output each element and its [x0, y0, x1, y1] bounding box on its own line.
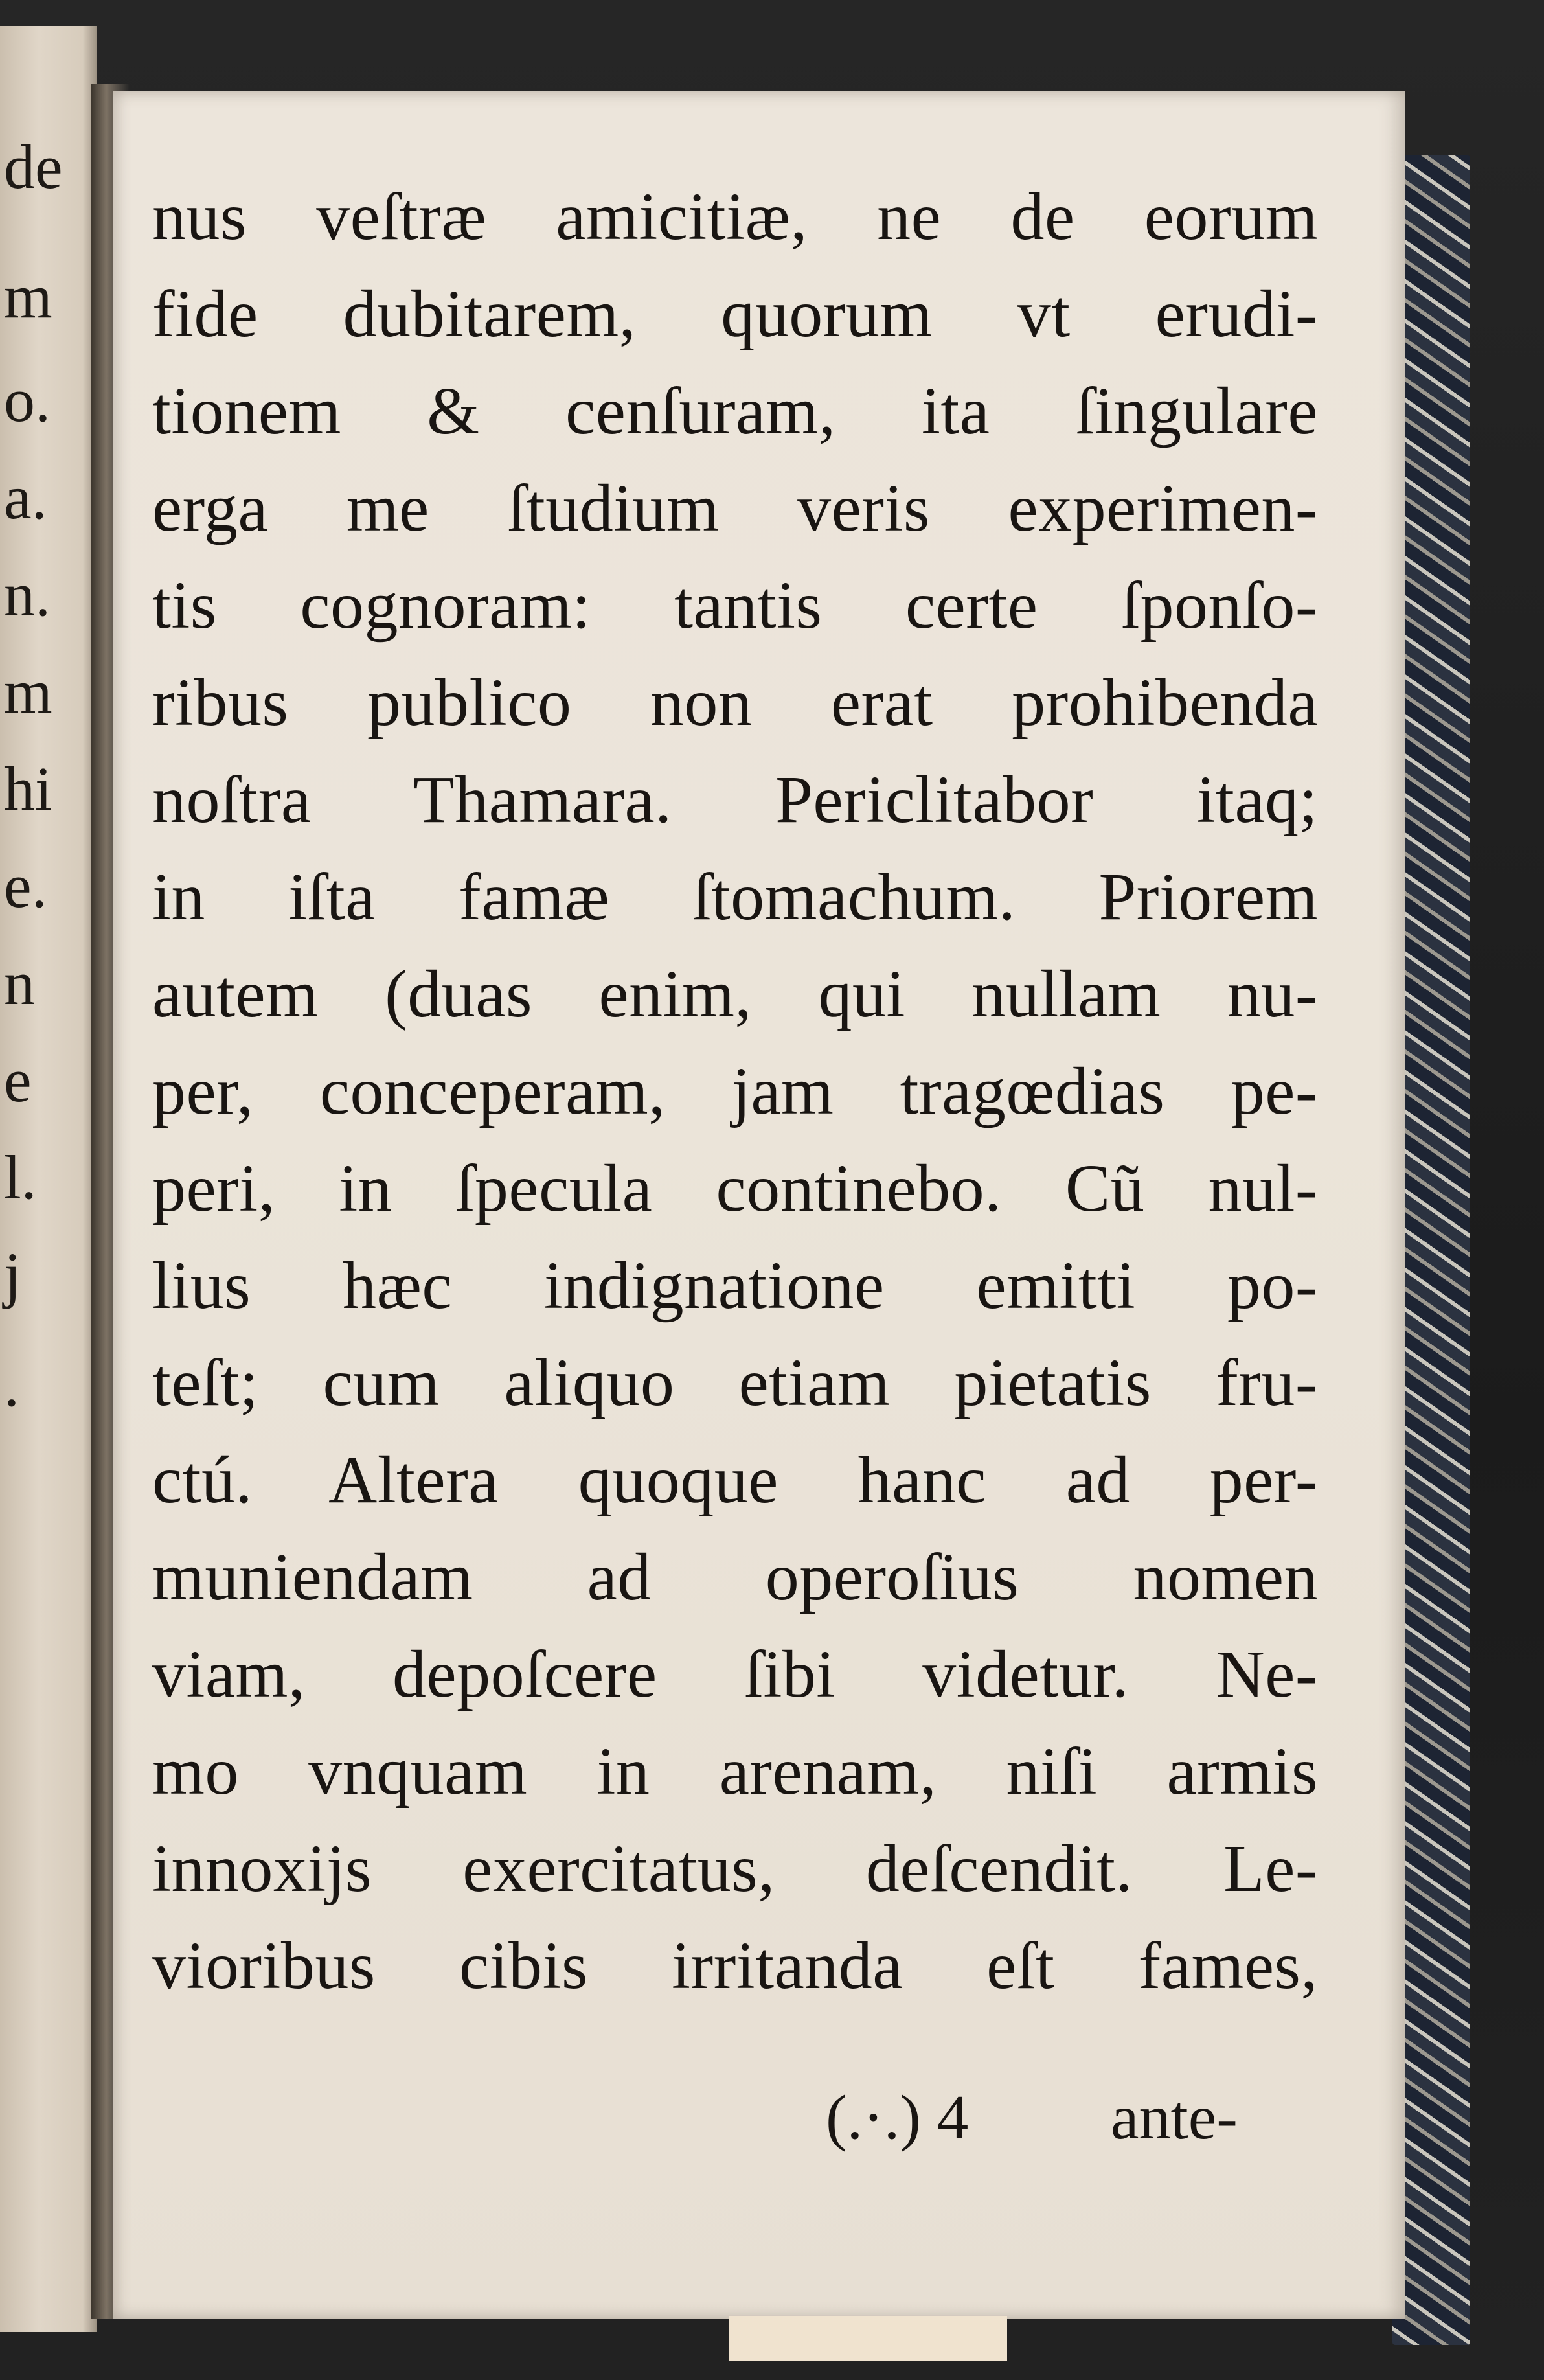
- left-margin-fragment: m: [4, 657, 52, 726]
- text-line: teſt; cum aliquo etiam pietatis fru-: [152, 1345, 1318, 1420]
- text-line: ctú. Altera quoque hanc ad per-: [152, 1443, 1318, 1517]
- left-margin-fragment: e: [4, 1046, 32, 1115]
- text-line: tis cognoram: tantis certe ſponſo-: [152, 568, 1318, 643]
- left-margin-fragment: l.: [4, 1143, 37, 1212]
- book-page: [113, 91, 1405, 2319]
- text-line: lius hæc indignatione emitti po-: [152, 1248, 1318, 1323]
- text-line: tionem & cenſuram, ita ſingulare: [152, 374, 1318, 448]
- text-line: mo vnquam in arenam, niſi armis: [152, 1734, 1318, 1809]
- text-line: in iſta famæ ſtomachum. Priorem: [152, 860, 1318, 934]
- left-margin-fragment: j: [4, 1240, 21, 1309]
- left-margin-fragment: e.: [4, 851, 47, 921]
- left-margin-fragment: de: [4, 132, 63, 201]
- text-line: erga me ſtudium veris experimen-: [152, 471, 1318, 545]
- text-line: nus veſtræ amicitiæ, ne de eorum: [152, 179, 1318, 254]
- text-line: vioribus cibis irritanda eſt fames,: [152, 1928, 1318, 2003]
- catchword: ante-: [1111, 2083, 1238, 2153]
- text-line: muniendam ad operoſius nomen: [152, 1540, 1318, 1614]
- left-margin-fragment: n: [4, 948, 35, 1018]
- left-margin-fragment: o.: [4, 365, 51, 435]
- text-line: noſtra Thamara. Periclitabor itaq;: [152, 762, 1318, 837]
- left-facing-page: [0, 26, 97, 2332]
- left-margin-fragment: a.: [4, 463, 47, 532]
- text-line: per, conceperam, jam tragœdias pe-: [152, 1054, 1318, 1128]
- left-margin-fragment: hi: [4, 754, 52, 823]
- text-line: viam, depoſcere ſibi videtur. Ne-: [152, 1637, 1318, 1711]
- text-line: peri, in ſpecula continebo. Cũ nul-: [152, 1151, 1318, 1226]
- paper-tab: [729, 2316, 1007, 2361]
- left-margin-fragment: .: [4, 1350, 19, 1419]
- left-margin-fragment: n.: [4, 560, 51, 629]
- left-margin-fragment: m: [4, 262, 52, 331]
- text-line: autem (duas enim, qui nullam nu-: [152, 957, 1318, 1031]
- text-line: ribus publico non erat prohibenda: [152, 665, 1318, 740]
- text-line: innoxijs exercitatus, deſcendit. Le-: [152, 1831, 1318, 1906]
- text-line: fide dubitarem, quorum vt erudi-: [152, 277, 1318, 351]
- signature-mark: (.·.) 4: [826, 2083, 969, 2153]
